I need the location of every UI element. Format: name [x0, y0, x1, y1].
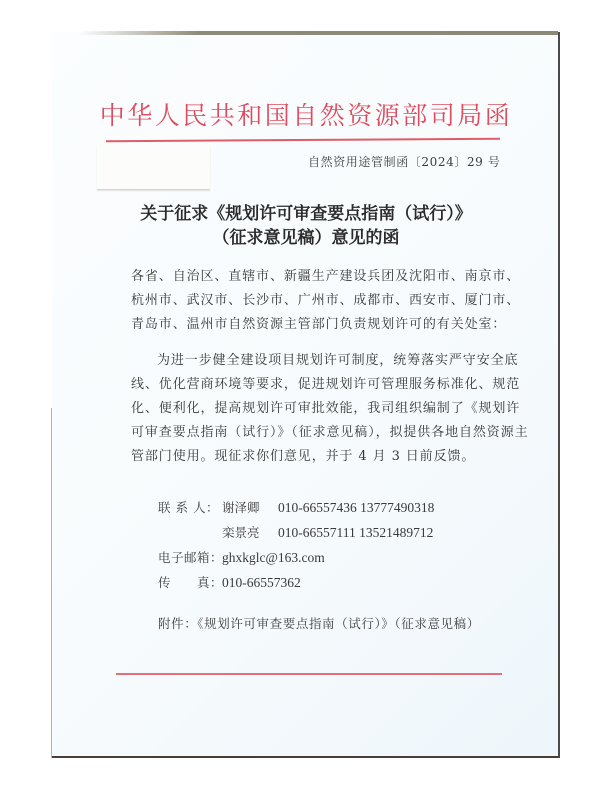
contact-block: [158, 495, 434, 595]
contact-name: 栾景亮: [222, 525, 260, 540]
fax-number: 010-66557362: [222, 575, 301, 590]
subject-line-1: 关于征求《规划许可审查要点指南（试行）》: [140, 204, 472, 224]
letterhead-title: 中华人民共和国自然资源部司局函: [99, 101, 513, 130]
document-number: 自然资用途管制函〔2024〕29 号: [308, 155, 501, 169]
paper-top-edge-shadow: [80, 31, 558, 35]
attachment-note: 附件：《规划许可审查要点指南（试行）》（征求意见稿）: [158, 616, 480, 631]
addressee-block: [131, 265, 521, 337]
contact-label: 联 系 人：: [158, 500, 219, 515]
addressee-line: 青岛市、温州市自然资源主管部门负责规划许可的有关处室：: [131, 317, 507, 332]
email-label: 电子邮箱：: [158, 550, 224, 565]
contact-label-spacer: [158, 520, 222, 545]
body-line: 管部门使用。现征求你们意见，并于 4 月 3 日前反馈。: [131, 449, 476, 464]
footer-red-rule: [116, 673, 502, 675]
body-line: 线、优化营商环境等要求，促进规划许可管理服务标准化、规范: [131, 377, 521, 392]
addressee-line: 各省、自治区、直辖市、新疆生产建设兵团及沈阳市、南京市、: [131, 269, 521, 284]
fax-label: 传 真：: [158, 575, 224, 590]
contact-row-1: [158, 495, 434, 520]
contact-phone: 010-66557436 13777490318: [278, 500, 435, 515]
contact-row-2: [158, 520, 434, 545]
addressee-line: 杭州市、武汉市、长沙市、广州市、成都市、西安市、厦门市、: [131, 293, 521, 308]
paper-left-edge: [51, 408, 52, 758]
body-line: 化、便利化，提高规划许可审批效能，我司组织编制了《规划许: [131, 401, 521, 416]
body-line: 可审查要点指南（试行）》（征求意见稿），拟提供各地自然资源主: [131, 425, 529, 440]
redacted-stamp-area: [97, 145, 210, 190]
body-paragraph: [131, 349, 529, 469]
email-row: [158, 545, 434, 570]
contact-phone: 010-66557111 13521489712: [278, 525, 434, 540]
fax-row: [158, 570, 434, 595]
body-line: 为进一步健全建设项目规划许可制度，统筹落实严守安全底: [157, 353, 519, 368]
subject-line-2: （征求意见稿）意见的函: [212, 228, 400, 248]
email-address: ghxkglc@163.com: [222, 550, 325, 565]
subject-heading: [0, 202, 612, 250]
contact-name: 谢泽卿: [222, 500, 260, 515]
